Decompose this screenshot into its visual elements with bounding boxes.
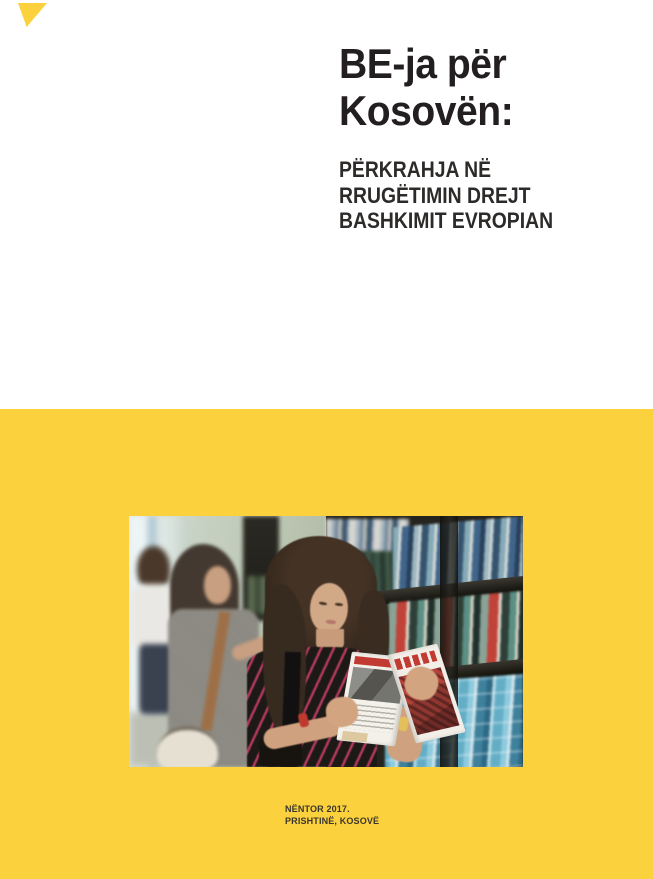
caption-line-1: NËNTOR 2017. — [285, 804, 350, 815]
girl-gray-purse — [157, 727, 218, 767]
subtitle-line-1: PËRKRAHJA NË — [339, 157, 492, 182]
girl-gray-face — [204, 566, 231, 604]
corner-accent-triangle — [18, 3, 47, 27]
title-line-1: BE-ja për — [339, 40, 507, 87]
subtitle-line-2: RRUGËTIMIN DREJT — [339, 182, 531, 208]
caption-line-2: PRISHTINË, KOSOVË — [285, 815, 380, 827]
cover-photo — [129, 516, 523, 767]
cover-subtitle — [339, 157, 553, 234]
subtitle-line-3: BASHKIMIT EVROPIAN — [339, 208, 554, 233]
cover-title — [339, 40, 513, 134]
yellow-band — [0, 409, 653, 879]
brochure-tan-chip — [341, 731, 367, 742]
title-line-2: Kosovën: — [339, 87, 514, 134]
caption — [285, 804, 379, 827]
